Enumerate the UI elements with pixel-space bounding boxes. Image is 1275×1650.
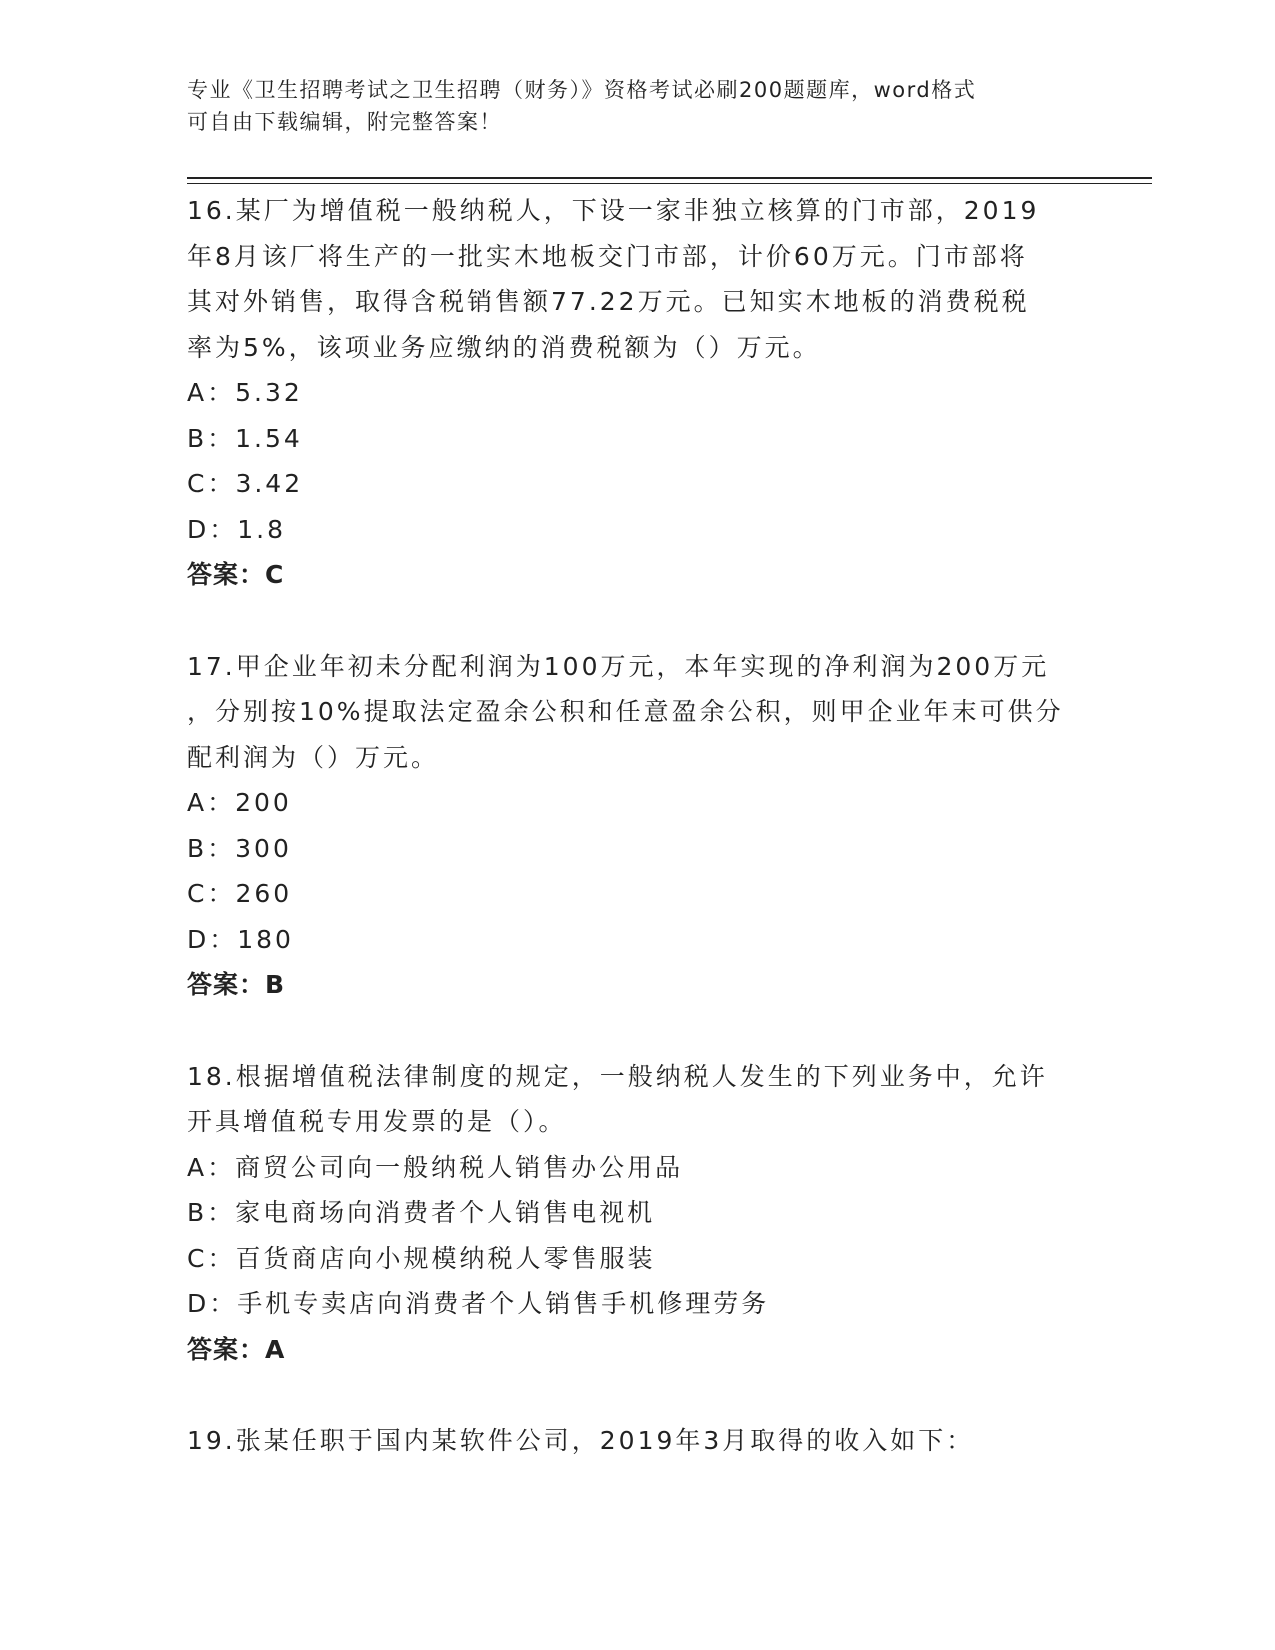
question-18-option-b: B：家电商场向消费者个人销售电视机 bbox=[187, 1198, 656, 1227]
header-line-1: 专业《卫生招聘考试之卫生招聘（财务）》资格考试必刷200题题库，word格式 bbox=[187, 78, 977, 102]
question-17-line-2: ，分别按10%提取法定盈余公积和任意盈余公积，则甲企业年末可供分 bbox=[187, 697, 1064, 726]
question-16-option-b: B：1.54 bbox=[187, 423, 303, 453]
question-16-option-a: A：5.32 bbox=[187, 378, 303, 407]
question-17-option-c: C：260 bbox=[187, 879, 293, 908]
question-16-line-3: 其对外销售，取得含税销售额77.22万元。已知实木地板的消费税税 bbox=[187, 287, 1030, 316]
question-17-option-a: A：200 bbox=[187, 788, 292, 817]
question-18 bbox=[187, 1054, 1087, 1373]
question-18-line-1: 18.根据增值税法律制度的规定，一般纳税人发生的下列业务中，允许 bbox=[187, 1061, 1048, 1091]
question-17 bbox=[187, 644, 1087, 1008]
question-17-option-d: D：180 bbox=[187, 924, 294, 954]
question-17-option-b: B：300 bbox=[187, 833, 292, 863]
question-17-answer: 答案：B bbox=[187, 970, 286, 999]
question-16-option-c: C：3.42 bbox=[187, 469, 304, 498]
header-line-2: 可自由下载编辑，附完整答案！ bbox=[187, 110, 502, 134]
question-16-answer: 答案：C bbox=[187, 560, 285, 589]
question-18-option-a: A：商贸公司向一般纳税人销售办公用品 bbox=[187, 1152, 684, 1182]
spacer bbox=[187, 1372, 1087, 1418]
question-16-line-1: 16.某厂为增值税一般纳税人，下设一家非独立核算的门市部，2019 bbox=[187, 196, 1040, 225]
document-header bbox=[187, 74, 1067, 138]
question-17-line-3: 配利润为（）万元。 bbox=[187, 742, 440, 772]
question-19-line-1: 19.张某任职于国内某软件公司，2019年3月取得的收入如下： bbox=[187, 1426, 975, 1455]
question-18-option-d: D：手机专卖店向消费者个人销售手机修理劳务 bbox=[187, 1289, 770, 1318]
spacer bbox=[187, 598, 1087, 644]
question-18-line-2: 开具增值税专用发票的是（）。 bbox=[187, 1107, 567, 1136]
header-rule-thick bbox=[187, 177, 1152, 179]
question-17-line-1: 17.甲企业年初未分配利润为100万元，本年实现的净利润为200万元 bbox=[187, 651, 1050, 681]
question-16-line-4: 率为5%，该项业务应缴纳的消费税额为（）万元。 bbox=[187, 332, 821, 362]
question-18-option-c: C：百货商店向小规模纳税人零售服装 bbox=[187, 1243, 656, 1273]
question-list bbox=[187, 188, 1087, 1464]
question-19 bbox=[187, 1418, 1087, 1464]
question-16-option-d: D：1.8 bbox=[187, 514, 287, 544]
question-18-answer: 答案：A bbox=[187, 1334, 286, 1364]
header-rule-thin bbox=[187, 183, 1152, 184]
spacer bbox=[187, 1008, 1087, 1054]
question-16 bbox=[187, 188, 1087, 598]
question-16-line-2: 年8月该厂将生产的一批实木地板交门市部，计价60万元。门市部将 bbox=[187, 241, 1028, 271]
